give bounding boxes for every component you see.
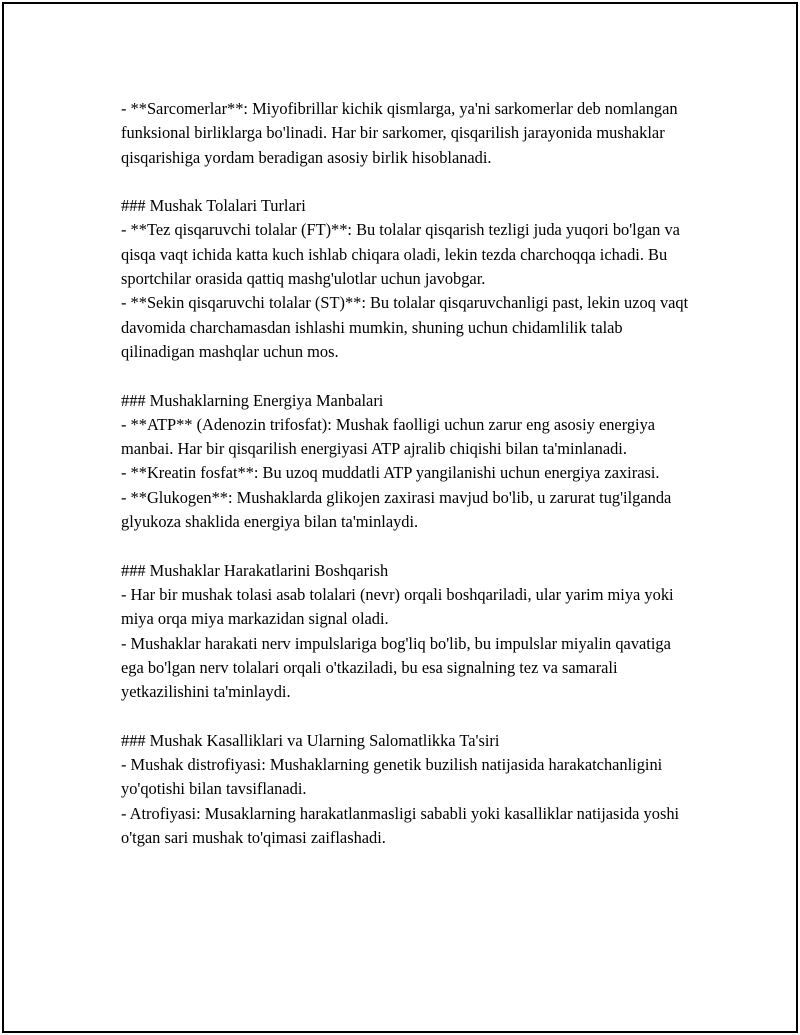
movement-control-heading: ### Mushaklar Harakatlarini Boshqarish xyxy=(121,560,389,580)
creatine-phosphate-paragraph: - **Kreatin fosfat**: Bu uzoq muddatli ATP yangilanishi uchun energiya zaxirasi. xyxy=(121,463,660,483)
sarcomere-paragraph: - **Sarcomerlar**: Miyofibrillar kichik qismlarga, ya'ni sarkomerlar deb nomlangan funksional birliklarga bo'linadi. Har bir sarkomer, qisqarilish jarayonida mushaklar qisqarishiga yordam beradigan asosiy birlik hisoblanadi. xyxy=(121,99,678,167)
atrophy-paragraph: - Atrofiyasi: Musaklarning harakatlanmasligi sababli yoki kasalliklar natijasida yoshi o'tgan sari mushak to'qimasi zaiflashadi. xyxy=(121,803,680,847)
diseases-heading: ### Mushak Kasalliklari va Ularning Salomatlikka Ta'siri xyxy=(121,730,500,750)
fast-twitch-paragraph: - **Tez qisqaruvchi tolalar (FT)**: Bu tolalar qisqarish tezligi juda yuqori bo'lgan va qisqa vaqt ichida katta kuch ishlab chiqara oladi, lekin tezda charchoqqa ichadi. Bu sportchilar orasida qattiq mashg'ulotlar uchun javobgar. xyxy=(121,220,680,289)
blank-line xyxy=(121,170,696,194)
slow-twitch-paragraph: - **Sekin qisqaruvchi tolalar (ST)**: Bu tolalar qisqaruvchanligi past, lekin uzoq vaqt davomida charchamasdan ishlashi mumkin, shuning uchun chidamlilik talab qilinadigan mashqlar uchun mos. xyxy=(121,293,689,361)
document-body xyxy=(121,97,696,850)
blank-line xyxy=(121,704,696,728)
blank-line xyxy=(121,364,696,388)
atp-paragraph: - **ATP** (Adenozin trifosfat): Mushak faolligi uchun zarur eng asosiy energiya manbai. Har bir qisqarilish energiyasi ATP ajralib chiqishi bilan ta'minlanadi. xyxy=(121,414,656,459)
nerve-control-paragraph: - Har bir mushak tolasi asab tolalari (nevr) orqali boshqariladi, ular yarim miya yoki miya orqa miya markazidan signal oladi. xyxy=(121,584,674,629)
blank-line xyxy=(121,534,696,558)
page-frame xyxy=(2,2,798,1033)
energy-sources-heading: ### Mushaklarning Energiya Manbalari xyxy=(121,390,384,410)
fiber-types-heading: ### Mushak Tolalari Turlari xyxy=(121,196,306,216)
glycogen-paragraph: - **Glukogen**: Mushaklarda glikojen zaxirasi mavjud bo'lib, u zarurat tug'ilganda glyukoza shaklida energiya bilan ta'minlaydi. xyxy=(121,487,672,532)
dystrophy-paragraph: - Mushak distrofiyasi: Mushaklarning genetik buzilish natijasida harakatchanligini yo'qotishi bilan tavsiflanadi. xyxy=(121,755,663,799)
nerve-impulse-paragraph: - Mushaklar harakati nerv impulslariga bog'liq bo'lib, bu impulslar miyalin qavatiga ega bo'lgan nerv tolalari orqali o'tkaziladi, bu esa signalning tez va samarali yetkazilishini ta'minlaydi. xyxy=(121,633,671,702)
